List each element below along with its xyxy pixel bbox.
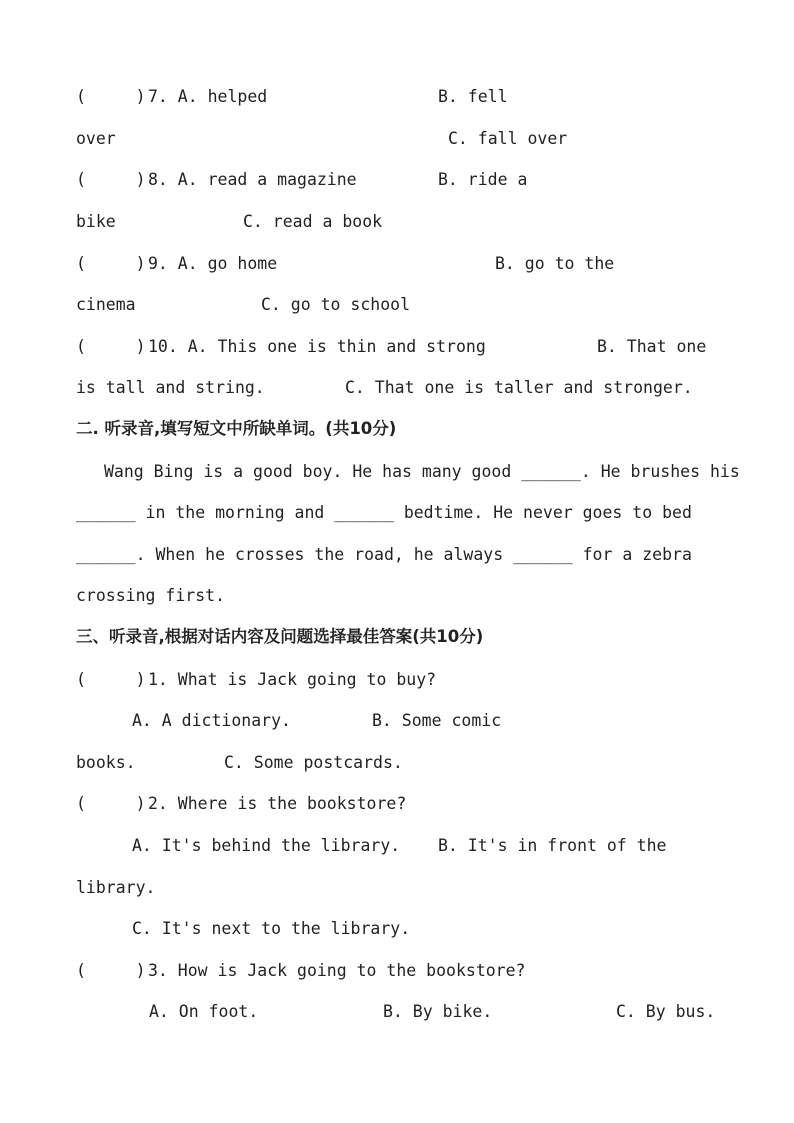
q1-option-b: B. Some comic — [372, 711, 502, 730]
q9-option-c: C. go to school — [261, 295, 411, 314]
q8-option-c: C. read a book — [243, 212, 383, 231]
q3-answer-paren: ( ) — [76, 961, 146, 980]
q3-option-a: A. On foot. — [149, 1002, 259, 1021]
q10-option-b: B. That one — [597, 337, 707, 356]
q2-option-a: A. It's behind the library. — [132, 836, 401, 855]
q2-option-b-cont: library. — [76, 878, 156, 897]
passage-line-3: ______. When he crosses the road, he always ______ for a zebra — [76, 545, 692, 564]
q8-option-b: B. ride a — [438, 170, 528, 189]
q9-option-b: B. go to the — [495, 254, 615, 273]
q10-answer-paren: ( ) — [76, 337, 146, 356]
passage-line-4: crossing first. — [76, 586, 226, 605]
section-2-heading: 二. 听录音,填写短文中所缺单词。(共10分) — [76, 419, 397, 438]
q3-option-b: B. By bike. — [383, 1002, 493, 1021]
q10-option-b-cont: is tall and string. — [76, 378, 265, 397]
passage-line-2: ______ in the morning and ______ bedtime. He never goes to bed — [76, 503, 692, 522]
q1-question: 1. What is Jack going to buy? — [148, 670, 437, 689]
q8-option-b-cont: bike — [76, 212, 116, 231]
q7-option-a: 7. A. helped — [148, 87, 268, 106]
q8-option-a: 8. A. read a magazine — [148, 170, 357, 189]
q2-question: 2. Where is the bookstore? — [148, 794, 407, 813]
q1-answer-paren: ( ) — [76, 670, 146, 689]
q7-answer-paren: ( ) — [76, 87, 146, 106]
q9-option-b-cont: cinema — [76, 295, 136, 314]
q3-option-c: C. By bus. — [616, 1002, 716, 1021]
q10-option-c: C. That one is taller and stronger. — [345, 378, 693, 397]
q10-option-a: 10. A. This one is thin and strong — [148, 337, 486, 356]
q1-option-c: C. Some postcards. — [224, 753, 403, 772]
q7-option-c: C. fall over — [448, 129, 568, 148]
q2-option-c: C. It's next to the library. — [132, 919, 411, 938]
q7-option-b: B. fell — [438, 87, 508, 106]
passage-line-1: Wang Bing is a good boy. He has many good ______. He brushes his — [104, 462, 740, 481]
q9-option-a: 9. A. go home — [148, 254, 278, 273]
q2-option-b: B. It's in front of the — [438, 836, 667, 855]
q3-question: 3. How is Jack going to the bookstore? — [148, 961, 526, 980]
q1-option-a: A. A dictionary. — [132, 711, 291, 730]
q7-option-b-cont: over — [76, 129, 116, 148]
q8-answer-paren: ( ) — [76, 170, 146, 189]
q9-answer-paren: ( ) — [76, 254, 146, 273]
q2-answer-paren: ( ) — [76, 794, 146, 813]
section-3-heading: 三、听录音,根据对话内容及问题选择最佳答案(共10分) — [76, 627, 484, 646]
q1-option-b-cont: books. — [76, 753, 136, 772]
